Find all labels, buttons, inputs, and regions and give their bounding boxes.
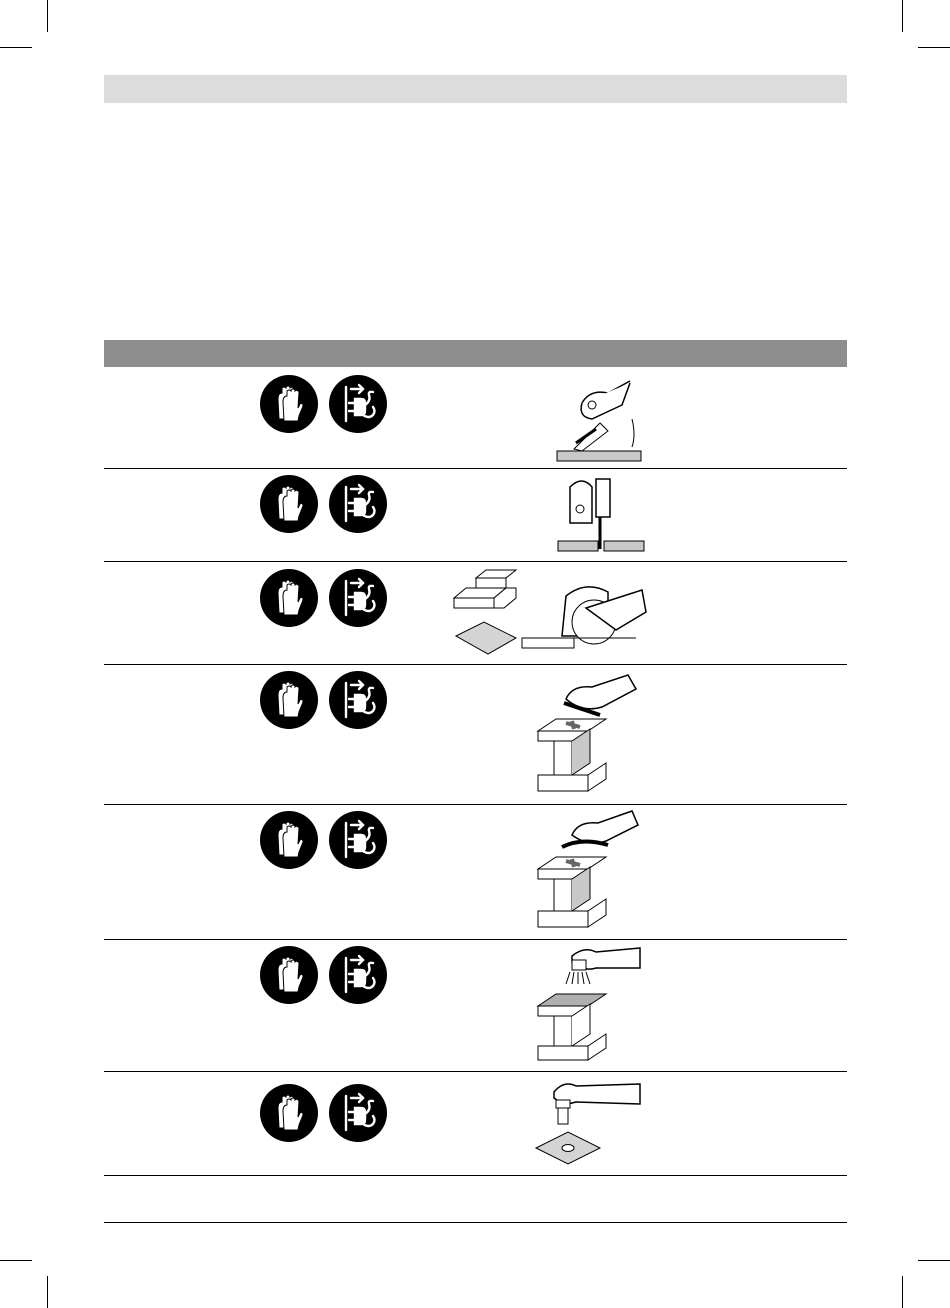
table-row	[104, 665, 847, 805]
core-drill-bit-tile-illustration	[532, 1078, 644, 1170]
crop-mark	[918, 47, 950, 48]
angle-grinder-grinding-illustration	[552, 373, 652, 463]
table-header-bar	[104, 340, 847, 367]
crop-mark	[47, 1276, 48, 1308]
unplug-before-work-icon	[329, 1084, 387, 1142]
angle-grinder-cutting-illustration	[556, 473, 648, 555]
safety-gloves-icon	[260, 946, 318, 1004]
safety-gloves-icon	[260, 475, 318, 533]
safety-gloves-icon	[260, 1084, 318, 1142]
unplug-before-work-icon	[329, 946, 387, 1004]
table-row	[104, 805, 847, 940]
unplug-before-work-icon	[329, 811, 387, 869]
unplug-before-work-icon	[329, 475, 387, 533]
wire-cup-brush-steel-beam-illustration	[532, 942, 644, 1066]
safety-gloves-icon	[260, 811, 318, 869]
table-bottom-rule	[104, 1222, 847, 1223]
crop-mark	[918, 1260, 950, 1261]
unplug-before-work-icon	[329, 671, 387, 729]
table-row	[104, 367, 847, 469]
table-row	[104, 562, 847, 665]
crop-mark	[902, 1276, 903, 1308]
safety-gloves-icon	[260, 375, 318, 433]
safety-gloves-icon	[260, 671, 318, 729]
safety-gloves-icon	[260, 569, 318, 627]
crop-mark	[0, 47, 32, 48]
unplug-before-work-icon	[329, 375, 387, 433]
flap-disc-steel-beam-illustration	[532, 667, 642, 797]
table-row	[104, 469, 847, 562]
fibre-disc-steel-beam-illustration	[532, 807, 642, 933]
crop-mark	[902, 0, 903, 32]
table-row	[104, 940, 847, 1072]
table-row	[104, 1072, 847, 1176]
angle-grinder-stone-cutting-guide-illustration	[446, 568, 656, 658]
crop-mark	[0, 1260, 32, 1261]
crop-mark	[47, 0, 48, 32]
unplug-before-work-icon	[329, 569, 387, 627]
top-band	[104, 75, 847, 103]
